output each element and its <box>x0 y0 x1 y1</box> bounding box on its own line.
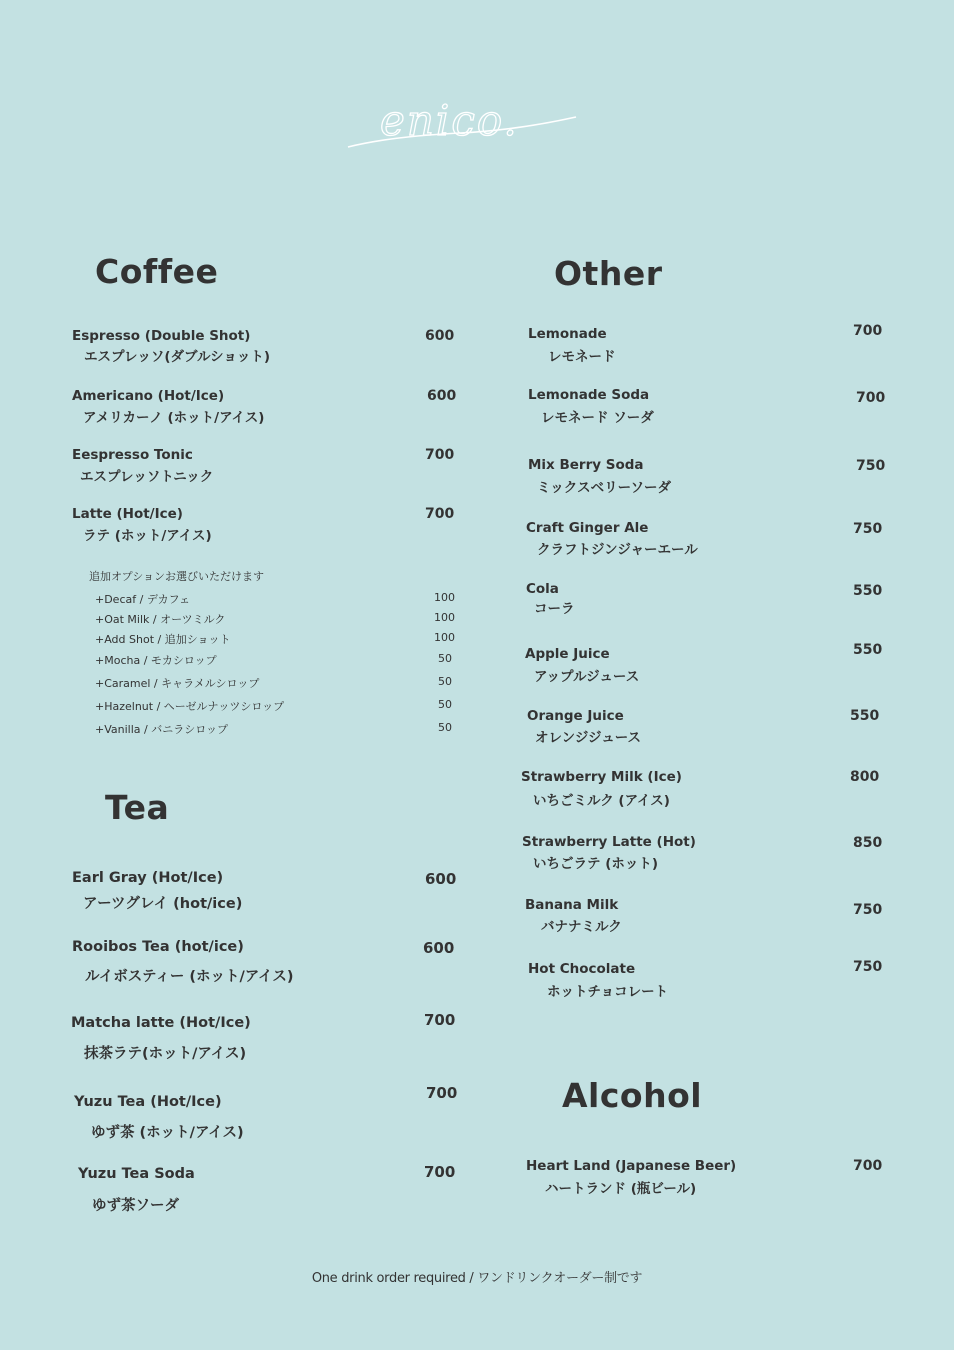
item-price: 700 <box>853 1158 883 1174</box>
item-name-ja: ゆず茶ソーダ <box>92 1198 179 1214</box>
item-price: 750 <box>853 902 883 918</box>
item-price: 700 <box>425 506 455 522</box>
item-name-ja: ラテ (ホット/アイス) <box>83 528 212 544</box>
item-price: 700 <box>424 1011 456 1029</box>
item-name-en: Craft Ginger Ale <box>526 520 649 536</box>
item-name-ja: レモネード <box>548 349 616 365</box>
item-name-en: Yuzu Tea (Hot/Ice) <box>74 1094 222 1110</box>
item-name-ja: いちごラテ (ホット) <box>533 856 659 872</box>
item-name-ja: ミックスベリーソーダ <box>537 480 672 496</box>
item-name-en: Banana Milk <box>525 897 619 913</box>
option-price: 100 <box>434 631 455 644</box>
footer-note: One drink order required / ワンドリンクオーダー制です <box>311 1271 643 1286</box>
item-price: 700 <box>856 390 886 406</box>
item-name-ja: ルイボスティー (ホット/アイス) <box>85 969 294 985</box>
item-name-ja: 抹茶ラテ(ホット/アイス) <box>84 1046 247 1062</box>
item-price: 750 <box>856 458 886 474</box>
logo-text: enico. <box>380 96 519 145</box>
option-price: 100 <box>434 611 455 624</box>
item-price: 750 <box>853 521 883 537</box>
item-price: 600 <box>427 388 457 404</box>
option-name: +Mocha / モカシロップ <box>95 654 217 667</box>
item-name-en: Americano (Hot/Ice) <box>72 388 225 404</box>
alcohol-title: Alcohol <box>562 1076 703 1115</box>
item-name-en: Espresso (Double Shot) <box>72 328 251 344</box>
option-name: +Add Shot / 追加ショット <box>95 633 231 646</box>
option-price: 50 <box>438 675 452 688</box>
other-title: Other <box>554 254 663 293</box>
item-name-ja: いちごミルク (アイス) <box>533 793 670 809</box>
item-name-ja: バナナミルク <box>541 919 622 935</box>
option-price: 50 <box>438 698 452 711</box>
item-name-ja: アメリカーノ (ホット/アイス) <box>83 410 265 426</box>
option-name: +Hazelnut / ヘーゼルナッツシロップ <box>95 700 285 713</box>
item-name-en: Eespresso Tonic <box>72 447 193 463</box>
item-name-ja: クラフトジンジャーエール <box>537 542 698 558</box>
item-name-ja: コーラ <box>534 601 575 617</box>
item-name-en: Cola <box>526 581 559 597</box>
option-price: 50 <box>438 721 452 734</box>
item-price: 700 <box>853 323 883 339</box>
item-name-en: Heart Land (Japanese Beer) <box>526 1158 737 1174</box>
item-name-en: Rooibos Tea (hot/ice) <box>72 939 244 955</box>
item-price: 550 <box>850 708 880 724</box>
item-price: 600 <box>425 328 455 344</box>
options-heading: 追加オプションお選びいただけます <box>89 570 265 583</box>
item-name-en: Apple Juice <box>525 646 610 662</box>
coffee-title: Coffee <box>95 252 219 291</box>
item-price: 600 <box>425 870 457 888</box>
item-name-en: Orange Juice <box>527 708 624 724</box>
item-price: 750 <box>853 959 883 975</box>
item-price: 850 <box>853 835 883 851</box>
item-name-en: Strawberry Latte (Hot) <box>522 834 696 850</box>
item-name-en: Hot Chocolate <box>528 961 636 977</box>
item-name-ja: ホットチョコレート <box>547 984 669 1000</box>
option-price: 50 <box>438 652 452 665</box>
item-name-ja: ゆず茶 (ホット/アイス) <box>91 1125 244 1141</box>
item-price: 550 <box>853 642 883 658</box>
item-price: 800 <box>850 769 880 785</box>
item-name-en: Lemonade Soda <box>528 387 650 403</box>
item-name-ja: アップルジュース <box>534 669 640 685</box>
option-name: +Decaf / デカフェ <box>95 593 191 606</box>
option-name: +Caramel / キャラメルシロップ <box>95 677 260 690</box>
item-name-en: Earl Gray (Hot/Ice) <box>72 870 224 886</box>
item-name-ja: エスプレッソトニック <box>80 469 214 485</box>
item-name-en: Latte (Hot/Ice) <box>72 506 183 522</box>
item-name-ja: エスプレッソ(ダブルショット) <box>84 349 271 365</box>
option-price: 100 <box>434 591 455 604</box>
item-price: 550 <box>853 583 883 599</box>
option-name: +Vanilla / バニラシロップ <box>95 723 228 736</box>
enico-logo <box>340 95 580 155</box>
item-name-ja: アーツグレイ (hot/ice) <box>83 896 243 912</box>
item-price: 700 <box>425 447 455 463</box>
item-name-en: Lemonade <box>528 326 607 342</box>
item-name-en: Yuzu Tea Soda <box>78 1166 195 1182</box>
item-name-en: Strawberry Milk (Ice) <box>521 769 682 785</box>
item-price: 600 <box>423 939 455 957</box>
option-name: +Oat Milk / オーツミルク <box>95 613 226 626</box>
item-name-en: Matcha latte (Hot/Ice) <box>71 1015 251 1031</box>
tea-title: Tea <box>105 788 170 827</box>
item-name-ja: ハートランド (瓶ビール) <box>545 1181 697 1197</box>
item-name-ja: レモネード ソーダ <box>541 410 654 426</box>
item-price: 700 <box>424 1163 456 1181</box>
item-name-en: Mix Berry Soda <box>528 457 644 473</box>
item-price: 700 <box>426 1084 458 1102</box>
item-name-ja: オレンジジュース <box>535 730 642 746</box>
